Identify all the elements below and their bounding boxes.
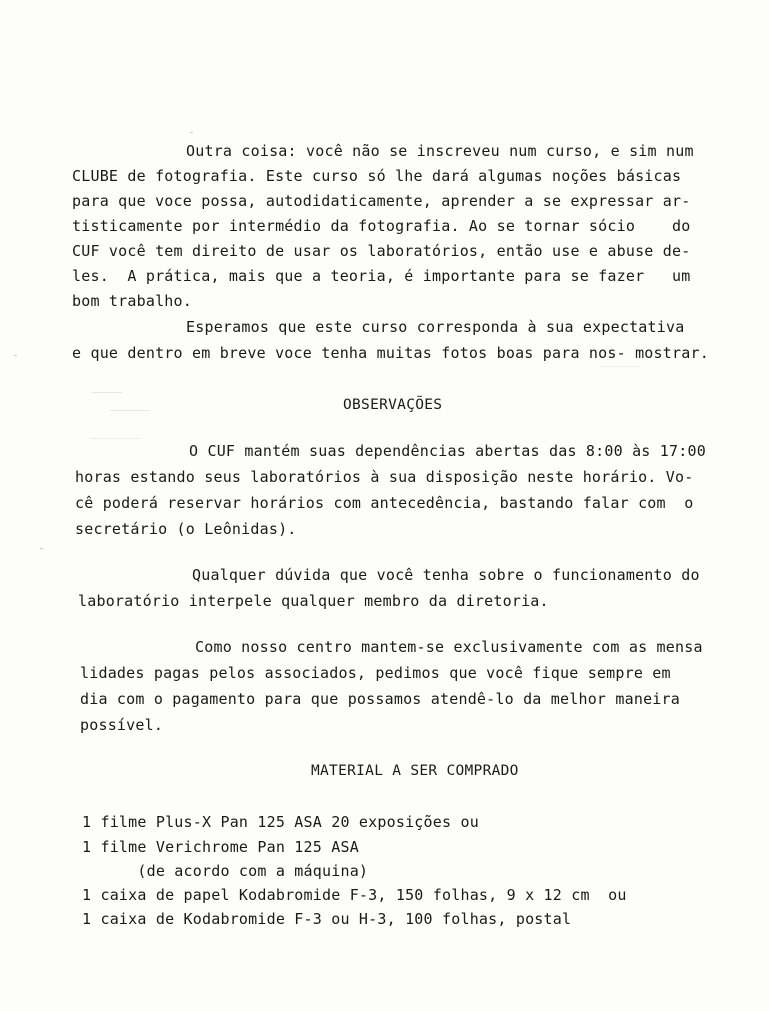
material-item: (de acordo com a máquina) — [82, 862, 369, 880]
paragraph-line: lidades pagas pelos associados, pedimos que você fique sempre em — [80, 664, 671, 682]
paragraph-line: les. A prática, mais que a teoria, é importante para se fazer um — [72, 267, 691, 285]
scan-speck — [110, 410, 150, 411]
scan-speck — [92, 392, 122, 393]
paragraph-line: cê poderá reservar horários com antecedência, bastando falar com o — [75, 494, 694, 512]
material-item: 1 filme Plus-X Pan 125 ASA 20 exposições ou — [82, 813, 479, 831]
material-item: 1 caixa de Kodabromide F-3 ou H-3, 100 folhas, postal — [82, 910, 572, 928]
scan-speck — [90, 438, 140, 439]
paragraph-line: Como nosso centro mantem-se exclusivamente com as mensa — [195, 638, 703, 656]
material-item: 1 filme Verichrome Pan 125 ASA — [82, 838, 359, 856]
paragraph-line: Esperamos que este curso corresponda à sua expectativa — [186, 318, 685, 336]
paragraph-line: horas estando seus laboratórios à sua disposição neste horário. Vo- — [75, 468, 694, 486]
material-item: 1 caixa de papel Kodabromide F-3, 150 folhas, 9 x 12 cm ou — [82, 886, 627, 904]
paragraph-line: CLUBE de fotografia. Este curso só lhe dará algumas noções básicas — [72, 167, 682, 185]
paragraph-line: CUF você tem direito de usar os laboratórios, então use e abuse de- — [72, 242, 691, 260]
paragraph-line: tisticamente por intermédio da fotografia. Ao se tornar sócio do — [72, 217, 691, 235]
paragraph-line: O CUF mantém suas dependências abertas das 8:00 às 17:00 — [189, 442, 706, 460]
paragraph-line: para que voce possa, autodidaticamente, aprender a se expressar ar- — [72, 192, 691, 210]
material-heading: MATERIAL A SER COMPRADO — [311, 763, 519, 779]
paragraph-line: possível. — [80, 716, 164, 734]
scan-speck — [40, 548, 43, 549]
paragraph-line: Qualquer dúvida que você tenha sobre o funcionamento do — [192, 566, 700, 584]
paragraph-line: dia com o pagamento para que possamos atendê-lo da melhor maneira — [80, 690, 680, 708]
paragraph-line: bom trabalho. — [72, 292, 192, 310]
paragraph-line: Outra coisa: você não se inscreveu num curso, e sim num — [186, 142, 694, 160]
paragraph-line: e que dentro em breve voce tenha muitas fotos boas para nos- mostrar. — [72, 344, 709, 362]
observacoes-heading: OBSERVAÇÕES — [343, 397, 443, 413]
paragraph-line: secretário (o Leônidas). — [75, 520, 297, 538]
scan-speck — [600, 366, 640, 367]
paragraph-line: laboratório interpele qualquer membro da diretoria. — [78, 592, 549, 610]
scan-speck — [190, 132, 193, 133]
scan-speck — [14, 355, 17, 356]
